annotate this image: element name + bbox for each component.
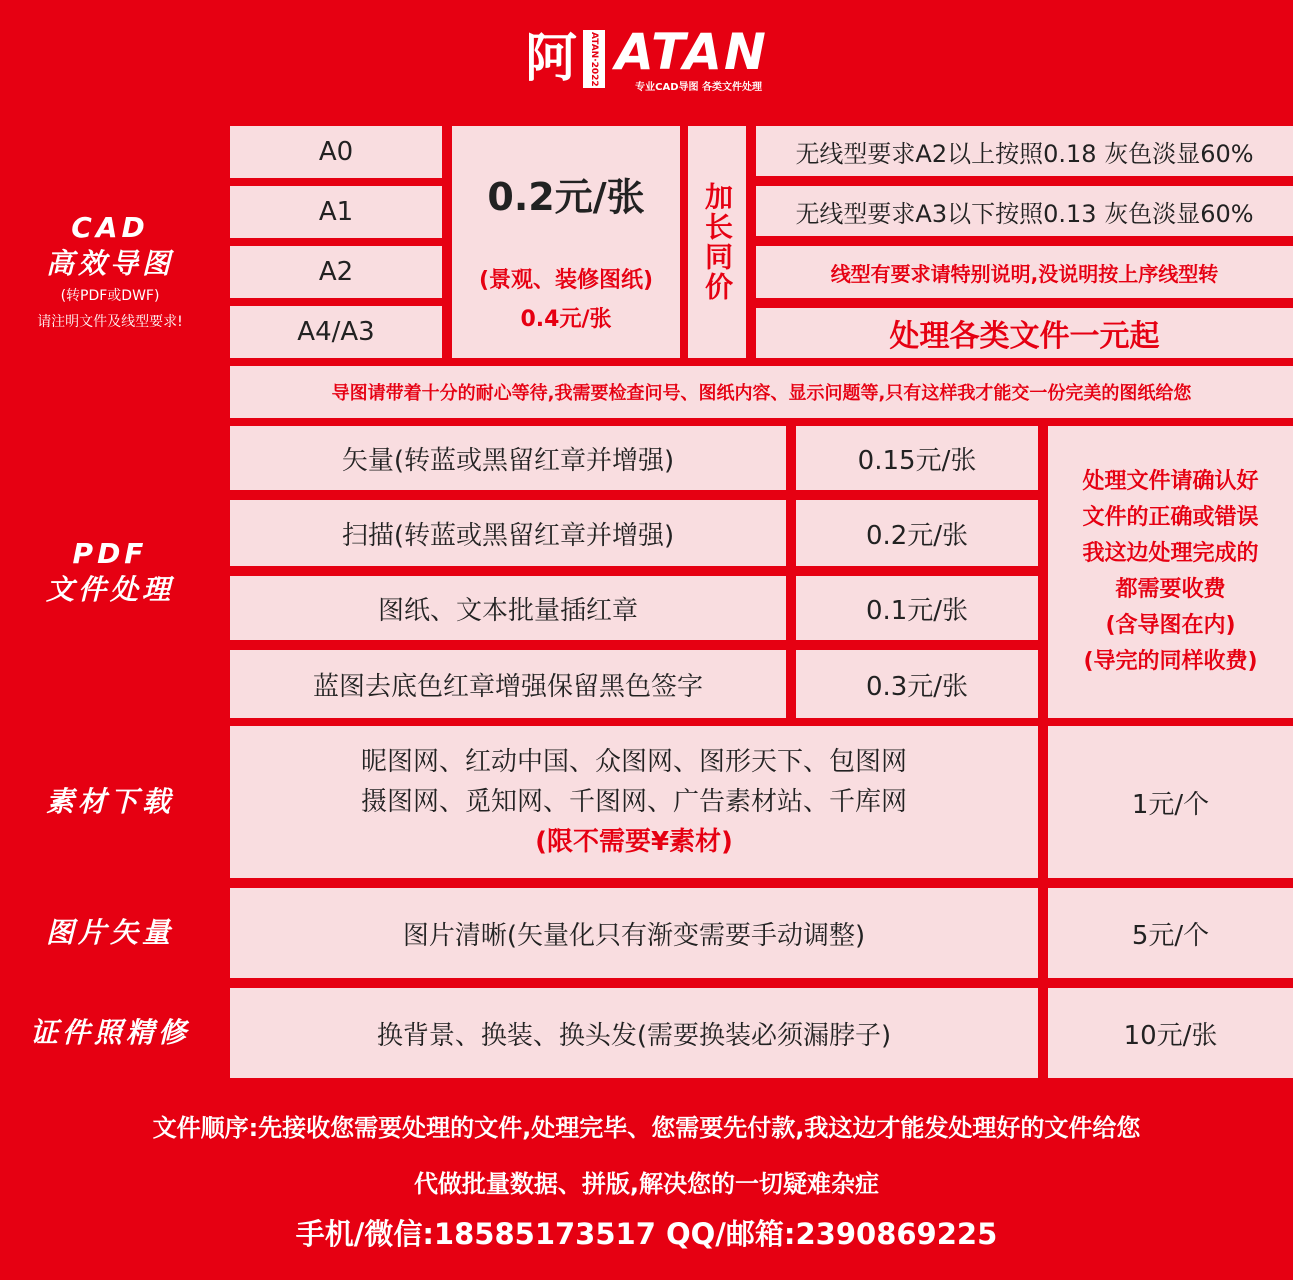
vector-label: 图片矢量 (45, 916, 174, 949)
material-label: 素材下载 (45, 785, 174, 818)
pdf-notice-line: (导完的同样收费) (1083, 649, 1258, 674)
cad-label-line4: 请注明文件及线型要求! (37, 314, 183, 330)
pdf-row-desc: 扫描(转蓝或黑留红章并增强) (230, 500, 786, 566)
logo-subtitle: 专业CAD导图 各类文件处理 (635, 81, 763, 93)
pdf-notice-line: 我这边处理完成的 (1082, 541, 1259, 566)
cad-special-price: 0.4元/张 (520, 307, 612, 332)
material-section-label (0, 726, 220, 878)
material-line2: 摄图网、觅知网、千图网、广告素材站、千库网 (360, 787, 907, 817)
material-price: 1元/个 (1048, 726, 1293, 878)
cad-special-note: (景观、装修图纸) (478, 268, 654, 293)
cad-rule-3: 线型有要求请特别说明,没说明按上序线型转 (756, 246, 1293, 298)
vector-section-label (0, 888, 220, 978)
vector-price: 5元/个 (1048, 888, 1293, 978)
pdf-row-desc: 矢量(转蓝或黑留红章并增强) (230, 426, 786, 490)
cad-patience-note: 导图请带着十分的耐心等待,我需要检查问号、图纸内容、显示问题等,只有这样我才能交一份完美的图纸给您 (230, 366, 1293, 418)
cad-section-label (0, 126, 220, 418)
logo-text: ATAN (615, 22, 768, 81)
cad-size-a2: A2 (230, 246, 442, 298)
photo-price: 10元/张 (1048, 988, 1293, 1078)
material-line3: (限不需要¥素材) (535, 827, 733, 857)
photo-section-label (0, 988, 220, 1078)
pdf-section-label (0, 426, 220, 718)
pdf-row-desc: 蓝图去底色红章增强保留黑色签字 (230, 650, 786, 718)
logo (0, 0, 1293, 118)
cad-label-line1: CAD (71, 211, 149, 244)
footer-line2: 代做批量数据、拼版,解决您的一切疑难杂症 (413, 1170, 880, 1198)
photo-label: 证件照精修 (29, 1016, 190, 1049)
cad-price-box (452, 126, 680, 358)
pdf-notice-line: 文件的正确或错误 (1082, 505, 1259, 530)
pdf-notice (1048, 426, 1293, 718)
material-line1: 昵图网、红动中国、众图网、图形天下、包图网 (360, 747, 907, 777)
pdf-label-line2: 文件处理 (45, 573, 174, 606)
cad-price: 0.2元/张 (487, 175, 645, 219)
vector-desc: 图片清晰(矢量化只有渐变需要手动调整) (230, 888, 1038, 978)
pdf-row-price: 0.1元/张 (796, 576, 1038, 640)
pdf-row-price: 0.3元/张 (796, 650, 1038, 718)
photo-desc: 换背景、换装、换头发(需要换装必须漏脖子) (230, 988, 1038, 1078)
pdf-notice-line: 都需要收费 (1115, 577, 1226, 602)
pdf-notice-line: 处理文件请确认好 (1082, 469, 1259, 494)
logo-char: 阿 (525, 29, 578, 89)
footer-line1: 文件顺序:先接收您需要处理的文件,处理完毕、您需要先付款,我这边才能发处理好的文件给您 (152, 1114, 1141, 1142)
cad-label-line2: 高效导图 (45, 247, 174, 280)
cad-long-same-price: 加长同价 (688, 126, 746, 358)
cad-size-a4a3: A4/A3 (230, 306, 442, 358)
pdf-row-price: 0.15元/张 (796, 426, 1038, 490)
material-desc (230, 726, 1038, 878)
cad-rule-1: 无线型要求A2以上按照0.18 灰色淡显60% (756, 126, 1293, 176)
pdf-notice-line: (含导图在内) (1105, 613, 1236, 638)
pdf-label-line1: PDF (72, 537, 148, 570)
pdf-row-desc: 图纸、文本批量插红章 (230, 576, 786, 640)
cad-size-a1: A1 (230, 186, 442, 238)
pdf-row-price: 0.2元/张 (796, 500, 1038, 566)
logo-badge: ATAN·2022 (583, 30, 605, 88)
footer-contact: 手机/微信:18585173517 QQ/邮箱:2390869225 (295, 1217, 998, 1251)
cad-rule-2: 无线型要求A3以下按照0.13 灰色淡显60% (756, 186, 1293, 236)
cad-rule-4: 处理各类文件一元起 (756, 308, 1293, 358)
cad-size-a0: A0 (230, 126, 442, 178)
cad-label-line3: (转PDF或DWF) (60, 288, 160, 304)
